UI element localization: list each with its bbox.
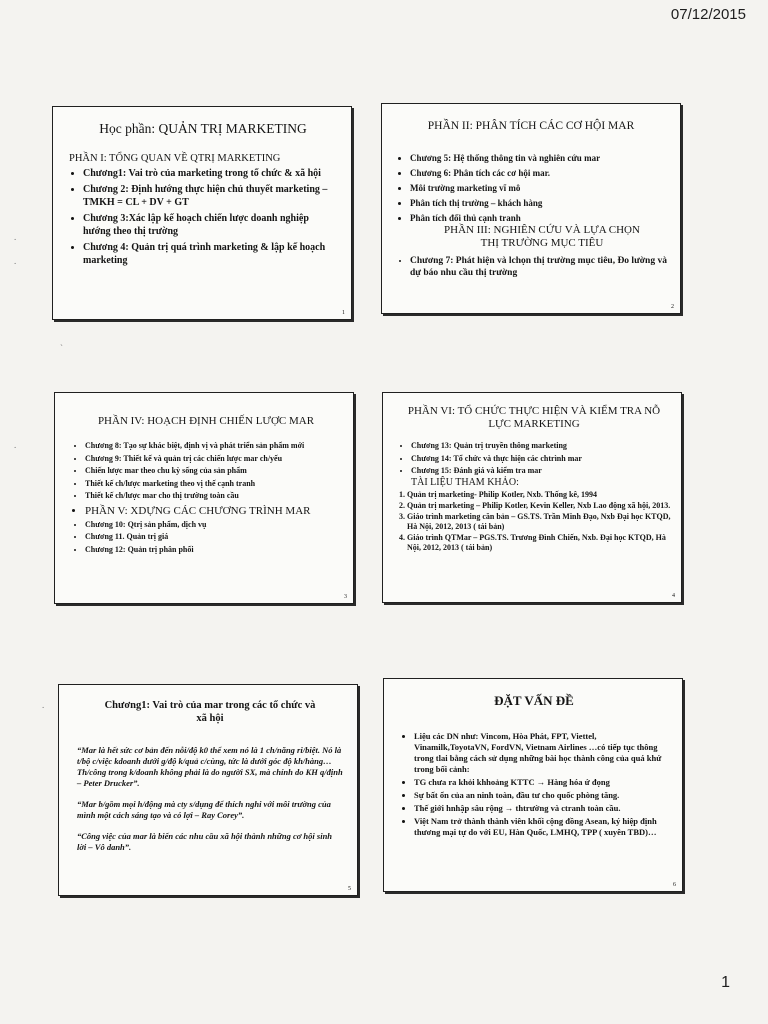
list-item: • Chương1: Vai trò của marketing trong tổ chức & xã hội [83, 167, 337, 180]
slide-number: 3 [344, 594, 347, 600]
list-item: • Chương 4: Quản trị quá trình marketing & lập kế hoạch marketing [83, 241, 337, 267]
slide-number: 4 [672, 593, 675, 599]
slide-title: PHẦN II: PHÂN TÍCH CÁC CƠ HỘI MAR [427, 120, 635, 132]
slide-title: Học phần: QUẢN TRỊ MARKETING [99, 121, 307, 136]
slide-1 [52, 106, 352, 320]
list-item: • Chương 5: Hệ thống thông tin và nghiên cứu mar [410, 152, 668, 164]
slide-title: PHẦN VI: TỔ CHỨC THỰC HIỆN VÀ KIỂM TRA NỖ LỰC MARKETING [407, 405, 661, 430]
scan-speck: . [14, 232, 17, 242]
list-item: • Chương 12: Quản trị phân phối [85, 545, 341, 556]
list-item: • Liệu các DN như: Vincom, Hòa Phát, FPT, Viettel, Vinamilk,ToyotaVN, FordVN, Vietnam Airlines …có tiếp tục thông trong tlai bằng cách sử dụng những bài học thành công của quá khứ trong bối cảnh: [414, 731, 670, 775]
list-item: • Thiết kế ch/lược mar cho thị trường toàn cầu [85, 491, 341, 502]
references-title: TÀI LIỆU THAM KHẢO: [411, 476, 519, 488]
list-item: • TG chưa ra khỏi khhoảng KTTC → Hàng hóa ứ đọng [414, 777, 670, 788]
list-item: • Chương 10: Qtrị sản phẩm, dịch vụ [85, 520, 341, 531]
list-item: • Chương 9: Thiết kế và quản trị các chiến lược mar ch/yếu [85, 454, 341, 465]
reference-item: 3. Giáo trình marketing căn bản – GS.TS. Trần Minh Đạo, Nxb Đại học KTQD, Hà Nội, 2012, 2013 ( tái bản) [399, 511, 671, 531]
list-item: • Chương 14: Tổ chức và thực hiện các chtrình mar [411, 454, 671, 465]
scan-speck: . [14, 440, 17, 450]
slide-2 [381, 103, 681, 314]
list-item: • Chương 6: Phân tích các cơ hội mar. [410, 167, 668, 179]
reference-item: 1. Quản trị marketing- Philip Kotler, Nxb. Thống kê, 1994 [399, 489, 598, 499]
slide-6 [383, 678, 683, 892]
slide-title: PHẦN IV: HOẠCH ĐỊNH CHIẾN LƯỢC MAR [97, 415, 315, 427]
list-item: • Thiết kế ch/lược marketing theo vị thế cạnh tranh [85, 479, 341, 490]
scan-speck: ` [60, 343, 63, 353]
list-item: • Chương 13: Quản trị truyền thông marketing [411, 441, 671, 452]
list-item: • Việt Nam trở thành thành viên khối cộng đồng Asean, ký hiệp định thương mại tự do với EU, Hàn Quốc, LMHQ, TPP ( xuyên TBD)… [414, 816, 670, 838]
scan-speck: . [14, 256, 17, 266]
slide-4 [382, 392, 682, 603]
document-date: 07/12/2015 [670, 6, 746, 23]
list-item: • Chiến lược mar theo chu kỳ sống của sản phẩm [85, 466, 341, 477]
list-item: • Chương 7: Phát hiện và lchọn thị trường mục tiêu, Đo lường và dự báo nhu cầu thị trường [410, 255, 668, 279]
list-item: • Chương 11. Quản trị giá [85, 532, 341, 543]
list-item: • Chương 15: Đánh giá và kiểm tra mar [411, 466, 671, 477]
list-item: • Sự bất ổn của an ninh toàn, đầu tư cho quốc phòng tăng. [414, 790, 670, 801]
slide-number: 2 [671, 304, 674, 310]
list-item: • Phân tích thị trường – khách hàng [410, 197, 668, 209]
slide-5 [58, 684, 358, 896]
slide-title: Chương1: Vai trò của mar trong các tổ chức và xã hội [104, 700, 316, 724]
reference-item: 4. Giáo trình QTMar – PGS.TS. Trương Đình Chiến, Nxb. Đại học KTQD, Hà Nội, 2012, 2013 ( tái bản) [399, 532, 666, 552]
list-item: • Phân tích đối thủ cạnh tranh [410, 212, 668, 224]
list-item: • Chương 2: Định hướng thực hiện chủ thuyết marketing – TMKH = CL + DV + GT [83, 183, 337, 209]
part-subtitle: PHẦN III: NGHIÊN CỨU VÀ LỰA CHỌN THỊ TRƯỜNG MỤC TIÊU [444, 224, 640, 249]
quote: “Mar b/gồm mọi h/động mà cty s/dụng để thích nghi với môi trường của mình một cách sáng tạo và có lợi – Ray Corey”. [77, 799, 331, 820]
scan-speck: . [42, 700, 45, 710]
quote: “Mar là hết sức cơ bản đến nỗi/độ k0 thể xem nó là 1 ch/năng ri/biệt. Nó là t/bộ c/việc kdoanh dưới g/độ k/quả c/cùng, tức là dưới góc độ kh/hàng…Th/công trong k/doanh không phải là do người SX, mà chính do KH q/định – Peter Drucker”. [77, 745, 343, 788]
list-item: • Thế giới hnhập sâu rộng → thtrường và ctranh toàn cầu. [414, 803, 670, 814]
reference-item: 2. Quản trị marketing – Philip Kotler, Kevin Keller, Nxb Lao động xã hội, 2013. [399, 500, 671, 510]
quote: “Công việc của mar là biến các nhu cầu xã hội thành những cơ hội sinh lời – Vô danh”. [77, 831, 333, 852]
slide-number: 6 [673, 882, 676, 888]
part-subtitle: • PHẦN V: XDỰNG CÁC CHƯƠNG TRÌNH MAR [85, 504, 341, 518]
list-item: • Chương 3:Xác lập kế hoạch chiến lược doanh nghiệp hướng theo thị trường [83, 212, 337, 238]
page-number: 1 [721, 974, 730, 991]
list-item: • Chương 8: Tạo sự khác biệt, định vị và phát triển sản phẩm mới [85, 441, 341, 452]
slide-3 [54, 392, 354, 604]
part-title: PHẦN I: TỔNG QUAN VỀ QTRỊ MARKETING [69, 153, 281, 164]
slide-number: 5 [348, 886, 351, 892]
slide-title: ĐẶT VẤN ĐỀ [494, 693, 574, 708]
slide-number: 1 [342, 310, 345, 316]
list-item: • Môi trường marketing vĩ mô [410, 182, 668, 194]
